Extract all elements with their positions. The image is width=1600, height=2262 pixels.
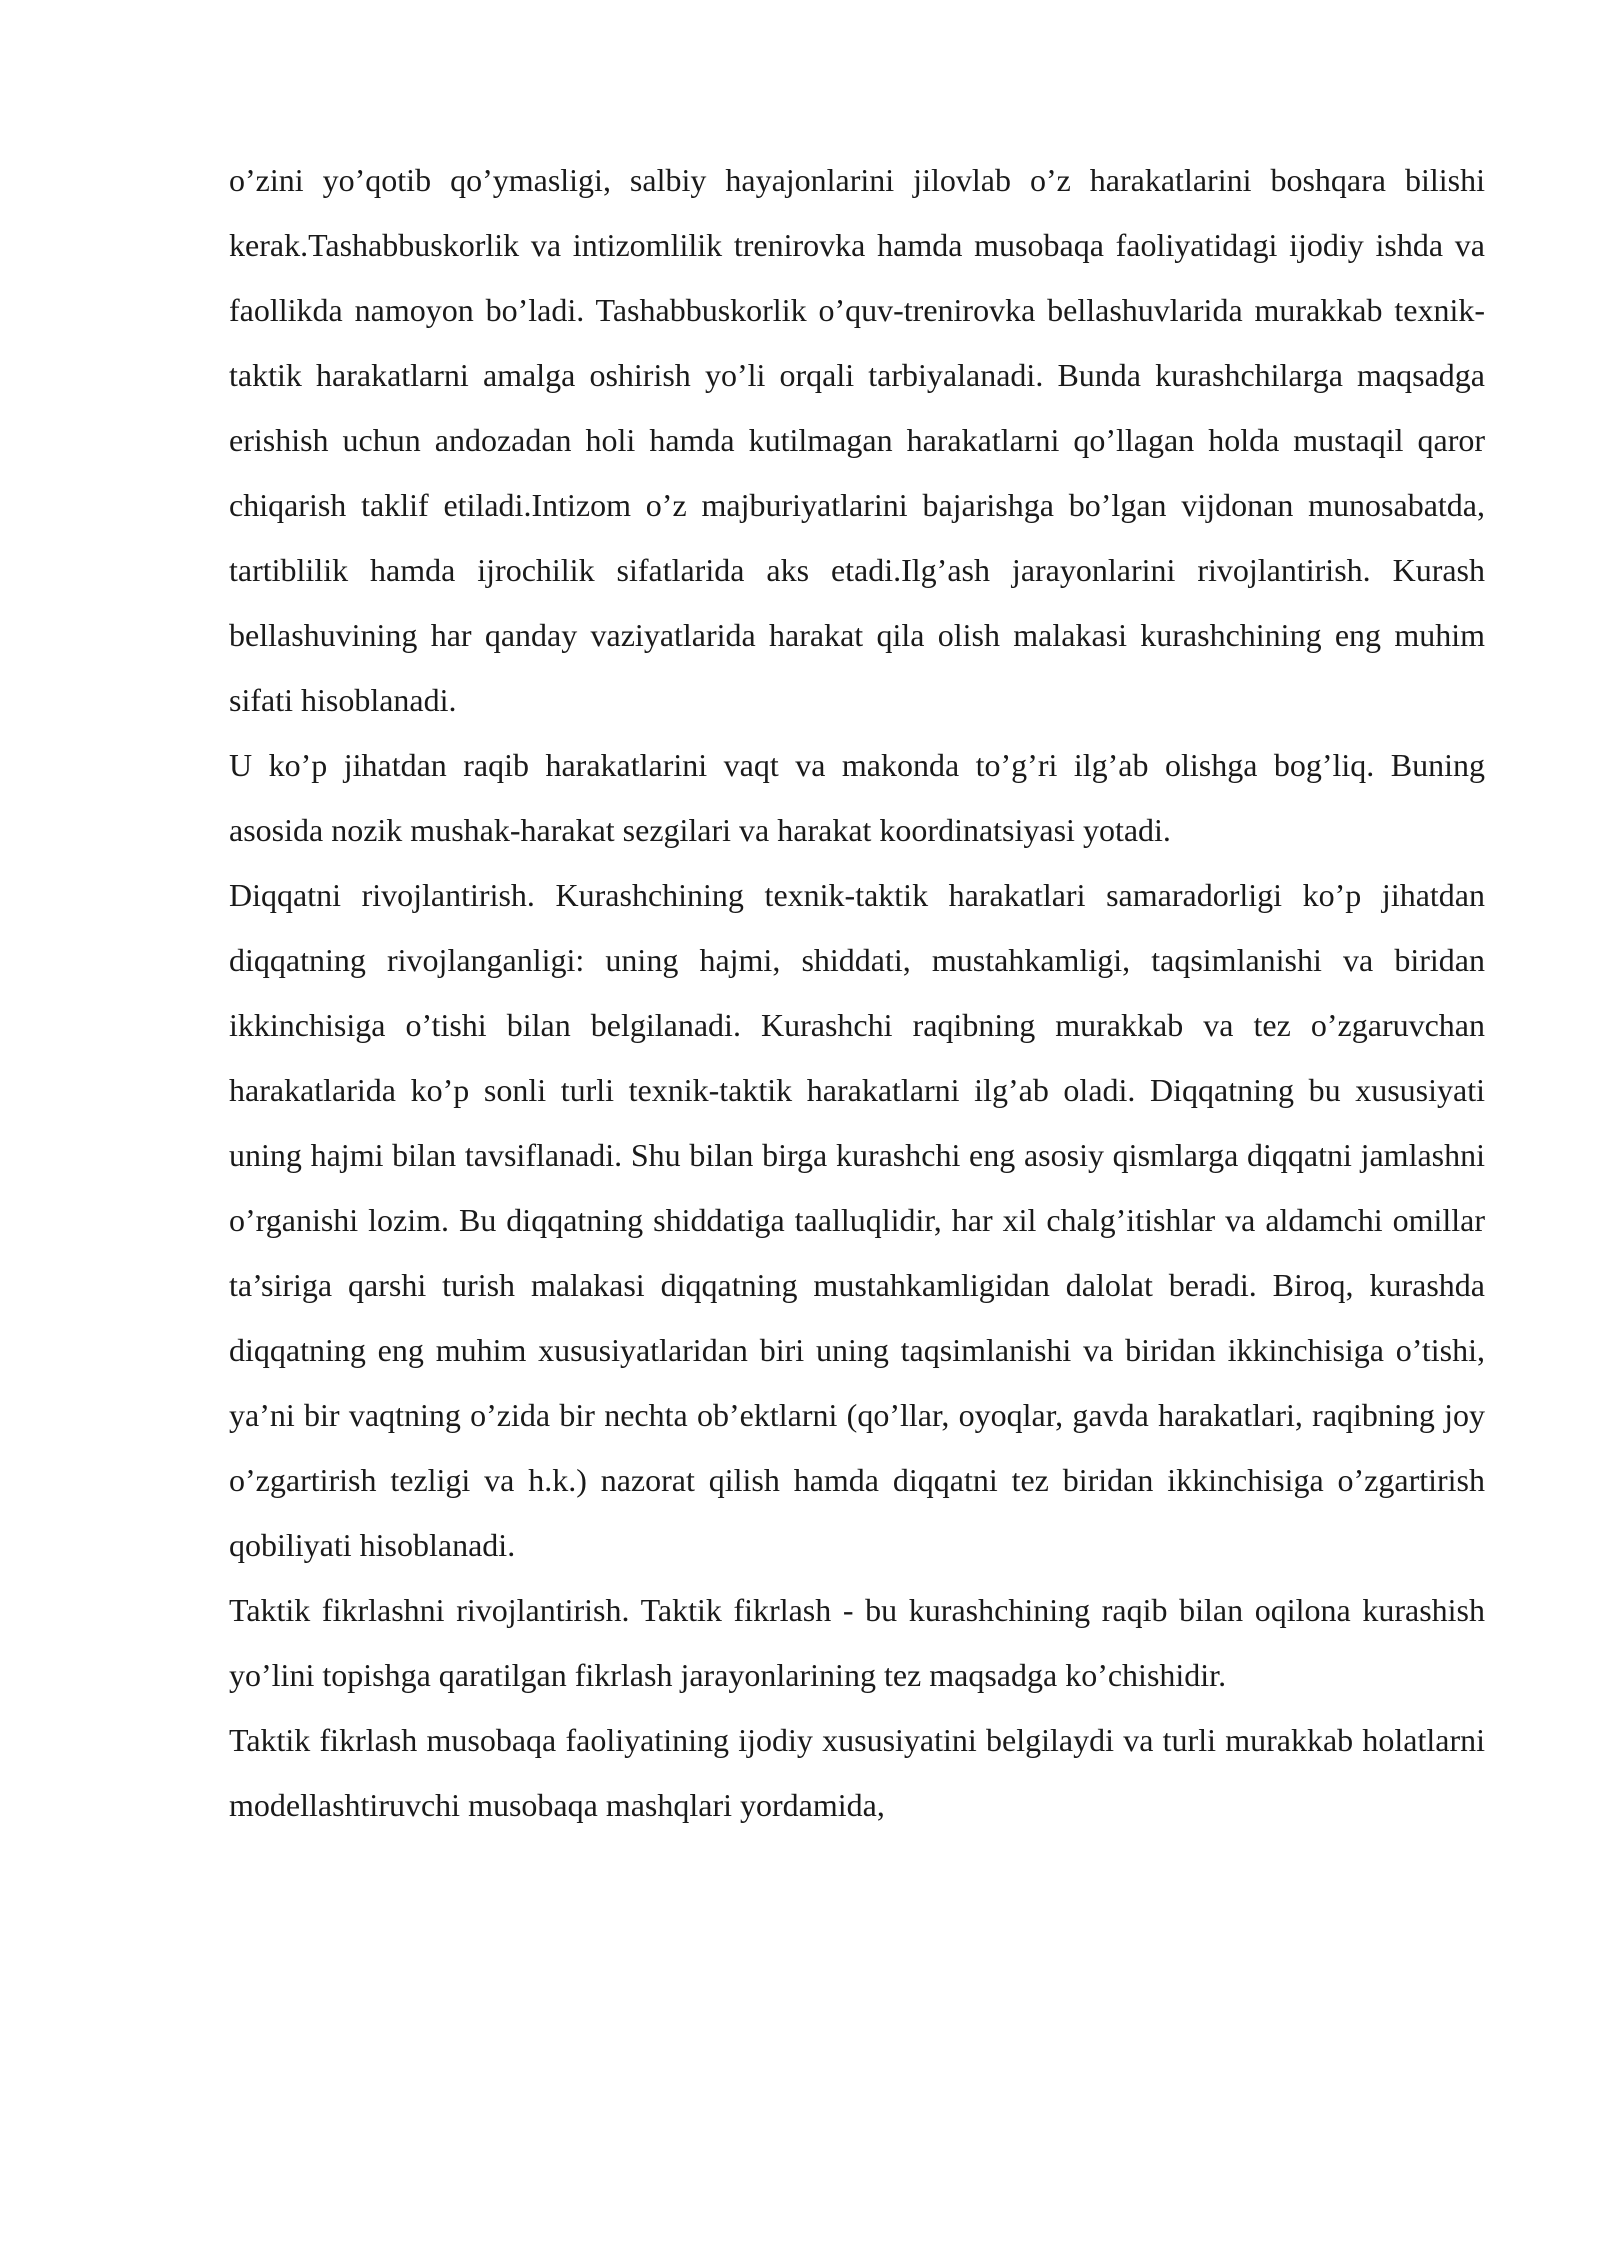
paragraph: o’zini yo’qotib qo’ymasligi, salbiy hayajonlarini jilovlab o’z harakatlarini boshqara bilishi kerak.Tashabbuskorlik va intizomlilik trenirovka hamda musobaqa faoliyatidagi ijodiy ishda va faollikda namoyon bo’ladi. Tashabbuskorlik o’quv-trenirovka bellashuvlarida murakkab texnik-taktik harakatlarni amalga oshirish yo’li orqali tarbiyalanadi. Bunda kurashchilarga maqsadga erishish uchun andozadan holi hamda kutilmagan harakatlarni qo’llagan holda mustaqil qaror chiqarish taklif etiladi.Intizom o’z majburiyatlarini bajarishga bo’lgan vijdonan munosabatda, tartiblilik hamda ijrochilik sifatlarida aks etadi.Ilg’ash jarayonlarini rivojlantirish. Kurash bellashuvining har qanday vaziyatlarida harakat qila olish malakasi kurashchining eng muhim sifati hisoblanadi.	[229, 162, 1485, 718]
document-page	[229, 148, 1485, 1838]
paragraph: U ko’p jihatdan raqib harakatlarini vaqt va makonda to’g’ri ilg’ab olishga bog’liq. Buning asosida nozik mushak-harakat sezgilari va harakat koordinatsiyasi yotadi.	[229, 747, 1485, 848]
paragraph: Taktik fikrlashni rivojlantirish. Taktik fikrlash - bu kurashchining raqib bilan oqilona kurashish yo’lini topishga qaratilgan fikrlash jarayonlarining tez maqsadga ko’chishidir.	[229, 1592, 1485, 1693]
paragraph: Diqqatni rivojlantirish. Kurashchining texnik-taktik harakatlari samaradorligi ko’p jihatdan diqqatning rivojlanganligi: uning hajmi, shiddati, mustahkamligi, taqsimlanishi va biridan ikkinchisiga o’tishi bilan belgilanadi. Kurashchi raqibning murakkab va tez o’zgaruvchan harakatlarida ko’p sonli turli texnik-taktik harakatlarni ilg’ab oladi. Diqqatning bu xususiyati uning hajmi bilan tavsiflanadi. Shu bilan birga kurashchi eng asosiy qismlarga diqqatni jamlashni o’rganishi lozim. Bu diqqatning shiddatiga taalluqlidir, har xil chalg’itishlar va aldamchi omillar ta’siriga qarshi turish malakasi diqqatning mustahkamligidan dalolat beradi. Biroq, kurashda diqqatning eng muhim xususiyatlaridan biri uning taqsimlanishi va biridan ikkinchisiga o’tishi, ya’ni bir vaqtning o’zida bir nechta ob’ektlarni (qo’llar, oyoqlar, gavda harakatlari, raqibning joy o’zgartirish tezligi va h.k.) nazorat qilish hamda diqqatni tez biridan ikkinchisiga o’zgartirish qobiliyati hisoblanadi.	[229, 877, 1485, 1563]
paragraph: Taktik fikrlash musobaqa faoliyatining ijodiy xususiyatini belgilaydi va turli murakkab holatlarni modellashtiruvchi musobaqa mashqlari yordamida,	[229, 1722, 1485, 1823]
